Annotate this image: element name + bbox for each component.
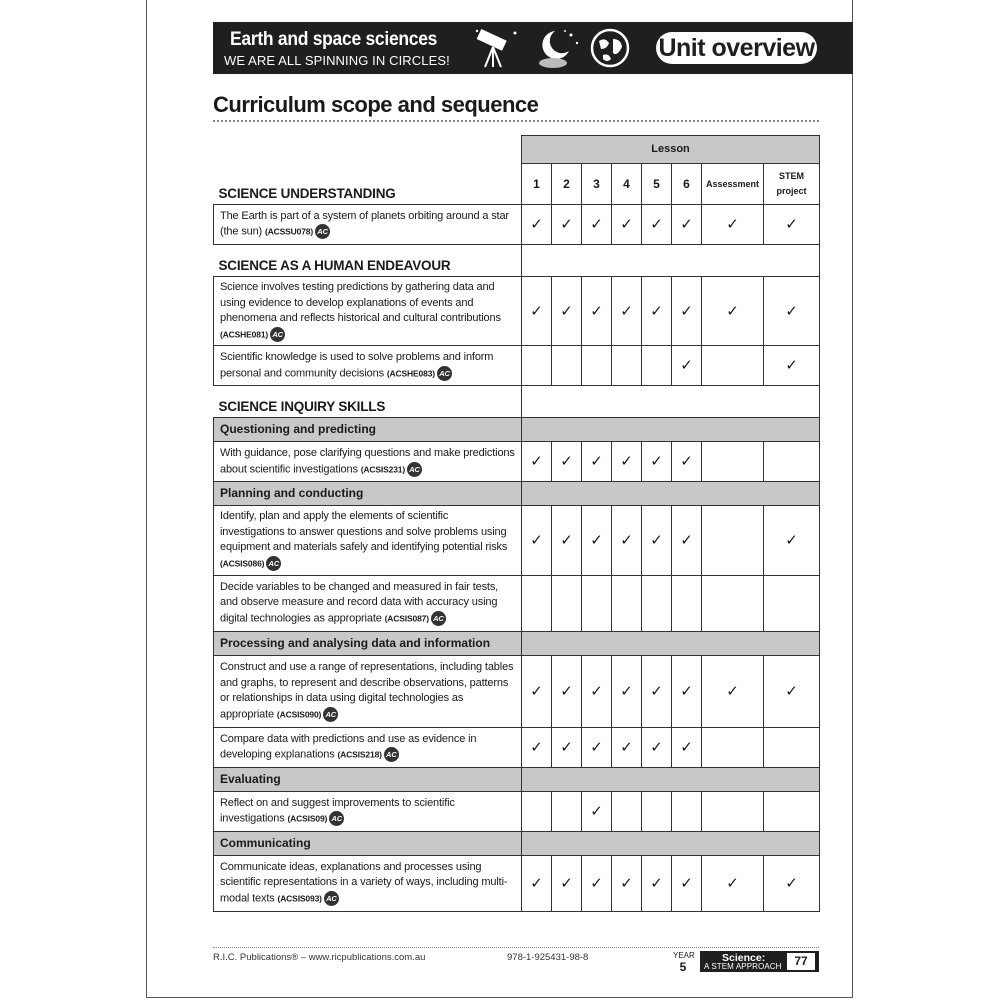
ac-icon: AC [329,811,344,826]
check-icon: ✓ [560,532,573,550]
check-cell [764,205,820,245]
check-cell [764,855,820,911]
ac-icon: AC [266,556,281,571]
check-cell [582,346,612,386]
ac-icon: AC [384,747,399,762]
check-icon: ✓ [650,874,663,892]
check-cell [672,506,702,575]
check-cell [522,205,552,245]
check-cell [612,277,642,346]
check-icon: ✓ [785,682,798,700]
unit-title: Earth and space sciences [230,29,438,50]
check-icon: ✓ [590,738,603,756]
check-cell [702,727,764,767]
outcome-text: With guidance, pose clarifying questions and make predictions about scientific investigations [220,447,515,476]
check-icon: ✓ [530,453,543,471]
check-icon: ✓ [560,874,573,892]
table-row [214,205,820,245]
outcome-text: The Earth is part of a system of planets orbiting around a star (the sun) [220,209,509,238]
ac-icon: AC [437,366,452,381]
check-cell [582,506,612,575]
check-cell [764,442,820,482]
check-icon: ✓ [620,738,633,756]
check-cell [552,727,582,767]
moon-stars-icon [535,27,583,69]
check-cell [702,442,764,482]
check-cell [702,277,764,346]
section-spacer [522,386,820,418]
curriculum-code: (ACSIS218) [337,749,382,760]
check-icon: ✓ [560,453,573,471]
check-cell [522,727,552,767]
heading-divider [213,120,819,122]
check-icon: ✓ [726,874,739,892]
curriculum-code: (ACSIS086) [220,558,265,569]
outcome-description [214,855,522,911]
outcome-description [214,205,522,245]
curriculum-code: (ACSIS09) [287,813,328,824]
header-spacer [214,136,522,164]
check-icon: ✓ [590,802,603,820]
check-cell [522,791,552,831]
subsection-row [214,767,820,791]
publisher-credit: R.I.C. Publications® – www.ricpublications.com.au [213,952,426,963]
outcome-text: Decide variables to be changed and measured in fair tests, and observe measure and record data with accuracy using digital technologies as appropriate [220,580,499,625]
subsection-title: Communicating [214,831,522,855]
curriculum-code: (ACSSU078) [264,226,314,237]
lesson-header: Lesson [522,136,820,164]
outcome-description [214,727,522,767]
check-icon: ✓ [650,532,663,550]
check-cell [582,575,612,631]
check-cell [702,575,764,631]
check-cell [612,205,642,245]
table-row [214,506,820,575]
brand-subtitle: A STEM APPROACH [704,962,782,971]
outcome-description [214,442,522,482]
check-cell [702,506,764,575]
check-icon: ✓ [590,302,603,320]
header-banner [213,22,853,74]
check-cell [522,346,552,386]
subsection-title: Evaluating [214,767,522,791]
check-icon: ✓ [680,874,693,892]
ac-icon: AC [431,611,446,626]
footer-divider [213,947,819,948]
brand-title: Science: [722,952,766,964]
column-header: 5 [642,164,672,205]
check-icon: ✓ [785,874,798,892]
outcome-description [214,655,522,727]
curriculum-code: (ACSHE081) [220,328,269,339]
ac-icon: AC [323,707,338,722]
subsection-title: Questioning and predicting [214,418,522,442]
check-icon: ✓ [590,682,603,700]
check-icon: ✓ [650,738,663,756]
check-icon: ✓ [560,216,573,233]
outcome-description [214,346,522,386]
check-cell [642,727,672,767]
check-icon: ✓ [680,738,693,756]
outcome-text: Reflect on and suggest improvements to scientific investigations [220,796,455,825]
check-cell [672,855,702,911]
check-icon: ✓ [590,216,603,233]
check-icon: ✓ [650,453,663,471]
check-icon: ✓ [560,738,573,756]
page-number: 77 [787,953,815,970]
unit-overview-label: Unit overview [656,32,817,64]
check-cell [672,727,702,767]
curriculum-code: (ACSIS231) [360,464,406,475]
check-cell [612,791,642,831]
check-cell [702,205,764,245]
check-cell [764,277,820,346]
check-icon: ✓ [680,357,693,375]
check-cell [672,205,702,245]
check-icon: ✓ [785,302,798,320]
check-icon: ✓ [680,216,693,233]
section-title: SCIENCE UNDERSTANDING [218,186,396,201]
outcome-text: Scientific knowledge is used to solve problems and inform personal and community decisions [220,351,494,380]
curriculum-code: (ACSIS090) [276,709,322,720]
table-row [214,575,820,631]
check-icon: ✓ [620,682,633,700]
column-header: STEM project [764,164,820,205]
check-cell [552,575,582,631]
curriculum-code: (ACSHE083) [386,368,435,379]
check-icon: ✓ [590,453,603,471]
subsection-row [214,418,820,442]
check-cell [552,442,582,482]
check-cell [672,346,702,386]
check-cell [522,442,552,482]
column-header: 6 [672,164,702,205]
check-icon: ✓ [530,874,543,892]
check-cell [612,506,642,575]
check-cell [552,855,582,911]
check-cell [582,655,612,727]
check-icon: ✓ [560,682,573,700]
check-icon: ✓ [620,874,633,892]
subsection-row [214,831,820,855]
table-row [214,346,820,386]
check-icon: ✓ [590,874,603,892]
check-icon: ✓ [680,682,693,700]
column-header: Assessment [702,164,764,205]
check-icon: ✓ [590,532,603,550]
check-icon: ✓ [680,302,693,320]
check-cell [522,855,552,911]
column-header: 4 [612,164,642,205]
check-cell [582,855,612,911]
unit-subtitle: WE ARE ALL SPINNING IN CIRCLES! [224,53,450,68]
check-cell [552,791,582,831]
subsection-row [214,482,820,506]
check-cell [522,506,552,575]
check-cell [764,346,820,386]
section-title-row [214,245,820,277]
check-cell [702,655,764,727]
section-title: SCIENCE INQUIRY SKILLS [218,399,386,415]
outcome-text: Identify, plan and apply the elements of scientific investigations to answer questions and solve problems using equipment and materials safely and identifying potential risks [220,510,508,554]
outcome-description [214,575,522,631]
check-cell [642,205,672,245]
section-title: SCIENCE AS A HUMAN ENDEAVOUR [218,258,451,273]
check-icon: ✓ [650,302,663,320]
check-cell [552,205,582,245]
check-cell [702,791,764,831]
year-label: YEAR [673,951,695,960]
check-icon: ✓ [530,216,543,233]
outcome-text: Construct and use a range of representations, including tables and graphs, to represent and describe observations, patterns or relationships in data using digital technologies as appropriate [220,661,514,721]
check-cell [764,727,820,767]
page-title: Curriculum scope and sequence [213,92,539,117]
subsection-fill [522,631,820,655]
subsection-title: Planning and conducting [214,482,522,506]
check-cell [522,655,552,727]
check-cell [582,205,612,245]
check-icon: ✓ [650,682,663,700]
check-cell [612,346,642,386]
check-cell [642,442,672,482]
check-cell [582,442,612,482]
globe-icon [589,27,633,69]
year-number: 5 [679,960,687,974]
check-icon: ✓ [530,302,543,320]
table-row [214,655,820,727]
column-header: 3 [582,164,612,205]
check-cell [552,506,582,575]
check-cell [642,506,672,575]
subsection-fill [522,831,820,855]
outcome-text: Compare data with predictions and use as evidence in developing explanations [220,732,477,761]
check-cell [612,442,642,482]
check-cell [552,346,582,386]
outcome-description [214,506,522,575]
check-cell [522,277,552,346]
outcome-description [214,791,522,831]
subsection-title: Processing and analysing data and information [214,631,522,655]
curriculum-table [213,135,820,912]
check-cell [522,575,552,631]
check-icon: ✓ [785,357,798,375]
check-cell [702,855,764,911]
check-icon: ✓ [680,453,693,471]
check-icon: ✓ [530,682,543,700]
ac-icon: AC [407,462,422,477]
subsection-fill [522,482,820,506]
section-spacer [522,245,820,277]
check-cell [642,791,672,831]
outcome-text: Communicate ideas, explanations and processes using scientific representations in a variety of ways, including multi-modal texts [220,860,508,905]
check-icon: ✓ [620,532,633,550]
table-row [214,277,820,346]
check-cell [612,575,642,631]
table-row [214,442,820,482]
check-icon: ✓ [620,216,633,233]
check-cell [612,727,642,767]
check-icon: ✓ [650,216,663,233]
column-header: 1 [522,164,552,205]
check-cell [672,277,702,346]
check-icon: ✓ [530,738,543,756]
check-cell [764,506,820,575]
check-cell [672,442,702,482]
check-cell [552,655,582,727]
check-cell [582,277,612,346]
check-cell [672,575,702,631]
isbn: 978-1-925431-98-8 [507,952,589,963]
lesson-header-row [214,136,820,164]
check-icon: ✓ [620,453,633,471]
ac-icon: AC [324,891,339,906]
check-icon: ✓ [620,302,633,320]
check-cell [642,277,672,346]
check-icon: ✓ [560,302,573,320]
column-header: 2 [552,164,582,205]
subsection-fill [522,418,820,442]
check-cell [582,727,612,767]
check-cell [612,655,642,727]
check-icon: ✓ [530,532,543,550]
table-row [214,727,820,767]
check-cell [764,655,820,727]
table-row [214,855,820,911]
check-cell [702,346,764,386]
subsection-fill [522,767,820,791]
check-cell [552,277,582,346]
check-cell [672,655,702,727]
check-cell [642,575,672,631]
table-row [214,791,820,831]
check-icon: ✓ [726,302,739,320]
telescope-icon [471,27,523,69]
check-icon: ✓ [680,532,693,550]
check-icon: ✓ [785,216,798,233]
check-cell [672,791,702,831]
check-cell [764,575,820,631]
curriculum-code: (ACSIS087) [384,613,429,624]
check-icon: ✓ [785,532,798,550]
check-icon: ✓ [726,682,739,700]
check-cell [612,855,642,911]
ac-icon: AC [270,327,285,342]
check-cell [582,791,612,831]
check-cell [642,346,672,386]
check-cell [642,655,672,727]
outcome-description [214,277,522,346]
outcome-text: Science involves testing predictions by gathering data and using evidence to develop explanations of events and phenomena and reflects historical and cultural contributions [220,281,501,324]
check-cell [642,855,672,911]
check-icon: ✓ [726,216,739,233]
column-header-row [214,164,820,205]
section-title-row [214,386,820,418]
subsection-row [214,631,820,655]
ac-icon: AC [315,224,330,239]
curriculum-code: (ACSIS093) [277,893,322,904]
check-cell [764,791,820,831]
